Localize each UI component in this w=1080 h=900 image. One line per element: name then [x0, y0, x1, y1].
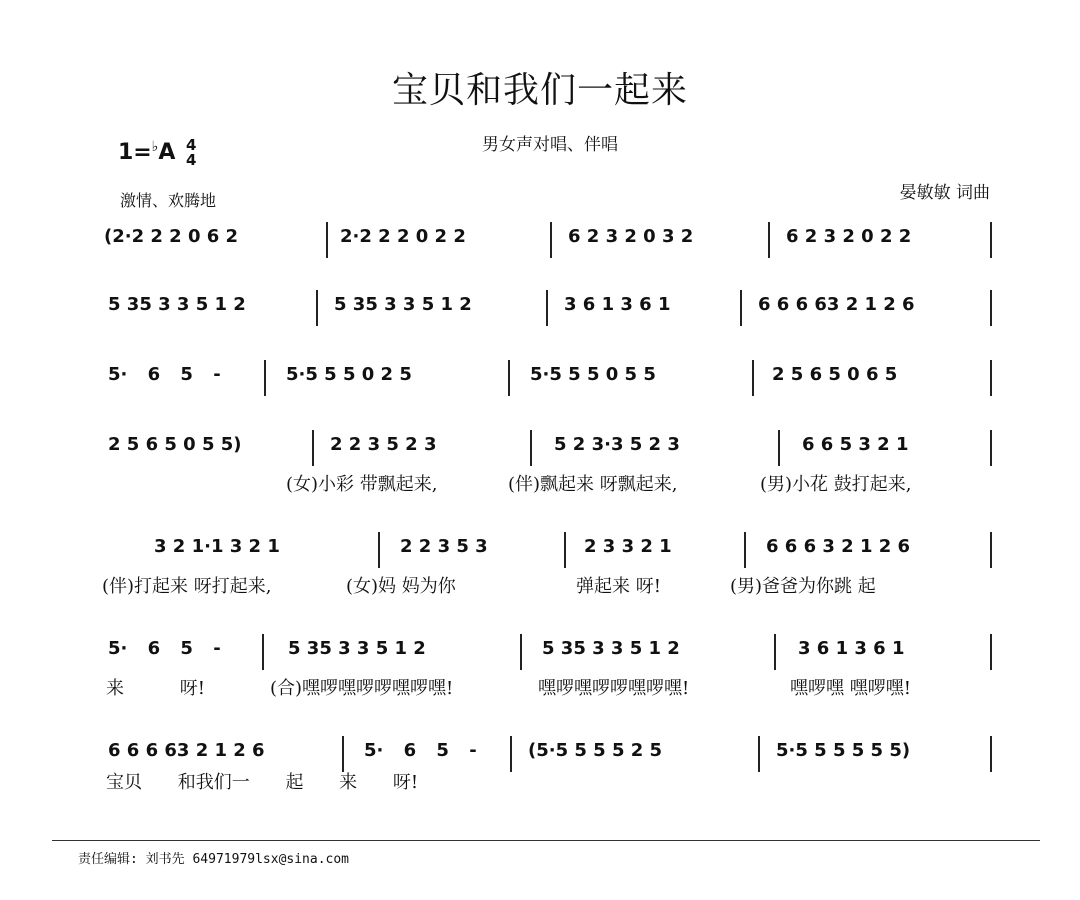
bar-line — [520, 634, 522, 670]
measure: 6 6 6 63 2 1 2 6 — [758, 294, 915, 315]
bar-line — [546, 290, 548, 326]
measure: 5 35 3 3 5 1 2 — [334, 294, 472, 315]
bar-line — [990, 736, 992, 772]
bar-line — [530, 430, 532, 466]
key-note: A — [158, 140, 176, 165]
measure: 5·5 5 5 0 2 5 — [286, 364, 412, 385]
measure: 2·2 2 2 0 2 2 — [340, 226, 466, 247]
bar-line — [778, 430, 780, 466]
bar-line — [744, 532, 746, 568]
lyric-segment: (男)爸爸为你跳 起 — [730, 576, 876, 597]
lyric-segment: 来 呀! — [106, 678, 205, 699]
bar-line — [508, 360, 510, 396]
bar-line — [990, 430, 992, 466]
score-row — [0, 286, 1080, 332]
bar-line — [752, 360, 754, 396]
bar-line — [990, 360, 992, 396]
measure: 5 35 3 3 5 1 2 — [288, 638, 426, 659]
measure: 5 35 3 3 5 1 2 — [542, 638, 680, 659]
song-title: 宝贝和我们一起来 — [391, 70, 688, 111]
measure: 2 5 6 5 0 5 5) — [108, 434, 242, 455]
score-row — [0, 218, 1080, 264]
bar-line — [768, 222, 770, 258]
bar-line — [326, 222, 328, 258]
time-signature — [186, 138, 196, 168]
measure: (5·5 5 5 5 2 5 — [528, 740, 663, 761]
bar-line — [990, 290, 992, 326]
lyric-segment: 弹起来 呀! — [576, 576, 661, 597]
bar-line — [264, 360, 266, 396]
measure: 3 6 1 3 6 1 — [564, 294, 671, 315]
lyric-line — [0, 674, 1080, 700]
score-row — [0, 528, 1080, 574]
lyric-segment: 宝贝 和我们一 起 来 呀! — [106, 772, 419, 793]
bar-line — [774, 634, 776, 670]
lyric-line — [0, 768, 1080, 794]
lyric-segment: (女)妈 妈为你 — [346, 576, 456, 597]
measure: 6 2 3 2 0 3 2 — [568, 226, 694, 247]
measure: 5 2 3·3 5 2 3 — [554, 434, 680, 455]
tempo-marking: 激情、欢腾地 — [120, 191, 217, 210]
measure: 6 6 6 63 2 1 2 6 — [108, 740, 265, 761]
bar-line — [510, 736, 512, 772]
time-signature-bottom: 4 — [186, 151, 197, 169]
bar-line — [990, 532, 992, 568]
bar-line — [740, 290, 742, 326]
composer-credit: 晏敏敏 词曲 — [899, 183, 990, 203]
bar-line — [564, 532, 566, 568]
measure: 2 3 3 2 1 — [584, 536, 672, 557]
bar-line — [312, 430, 314, 466]
lyric-segment: (女)小彩 带飘起来, — [286, 474, 438, 495]
bar-line — [758, 736, 760, 772]
bar-line — [262, 634, 264, 670]
measure: 3 6 1 3 6 1 — [798, 638, 905, 659]
bar-line — [342, 736, 344, 772]
lyric-line — [0, 572, 1080, 598]
lyric-segment: (伴)打起来 呀打起来, — [102, 576, 272, 597]
lyric-segment: (合)嘿啰嘿啰啰嘿啰嘿! — [270, 678, 454, 699]
flat-sign: ♭ — [151, 139, 159, 155]
measure: 3 2 1·1 3 2 1 — [154, 536, 280, 557]
lyric-segment: 嘿啰嘿啰啰嘿啰嘿! — [538, 678, 690, 699]
lyric-segment: (男)小花 鼓打起来, — [760, 474, 912, 495]
bar-line — [378, 532, 380, 568]
key-prefix: 1= — [118, 140, 152, 165]
measure: (2·2 2 2 0 6 2 — [104, 226, 239, 247]
measure: 2 5 6 5 0 6 5 — [772, 364, 898, 385]
measure: 6 2 3 2 0 2 2 — [786, 226, 912, 247]
bar-line — [316, 290, 318, 326]
lyric-segment: 嘿啰嘿 嘿啰嘿! — [790, 678, 911, 699]
time-signature-top: 4 — [186, 136, 197, 154]
measure: 2 2 3 5 2 3 — [330, 434, 437, 455]
editor-credit: 责任编辑: 刘书先 64971979lsx@sina.com — [78, 852, 350, 867]
measure: 5· 6 5 - — [108, 364, 221, 385]
bar-line — [990, 222, 992, 258]
measure: 5·5 5 5 0 5 5 — [530, 364, 656, 385]
measure: 5· 6 5 - — [108, 638, 221, 659]
score-row — [0, 426, 1080, 472]
measure: 5· 6 5 - — [364, 740, 477, 761]
lyric-line — [0, 470, 1080, 496]
key-signature — [118, 140, 175, 165]
footer-divider — [52, 840, 1040, 841]
measure: 6 6 6 3 2 1 2 6 — [766, 536, 911, 557]
measure: 2 2 3 5 3 — [400, 536, 488, 557]
song-subtitle: 男女声对唱、伴唱 — [482, 135, 618, 155]
bar-line — [990, 634, 992, 670]
bar-line — [550, 222, 552, 258]
score-row — [0, 630, 1080, 676]
score-row — [0, 356, 1080, 402]
measure: 6 6 5 3 2 1 — [802, 434, 909, 455]
lyric-segment: (伴)飘起来 呀飘起来, — [508, 474, 678, 495]
measure: 5·5 5 5 5 5 5) — [776, 740, 911, 761]
measure: 5 35 3 3 5 1 2 — [108, 294, 246, 315]
